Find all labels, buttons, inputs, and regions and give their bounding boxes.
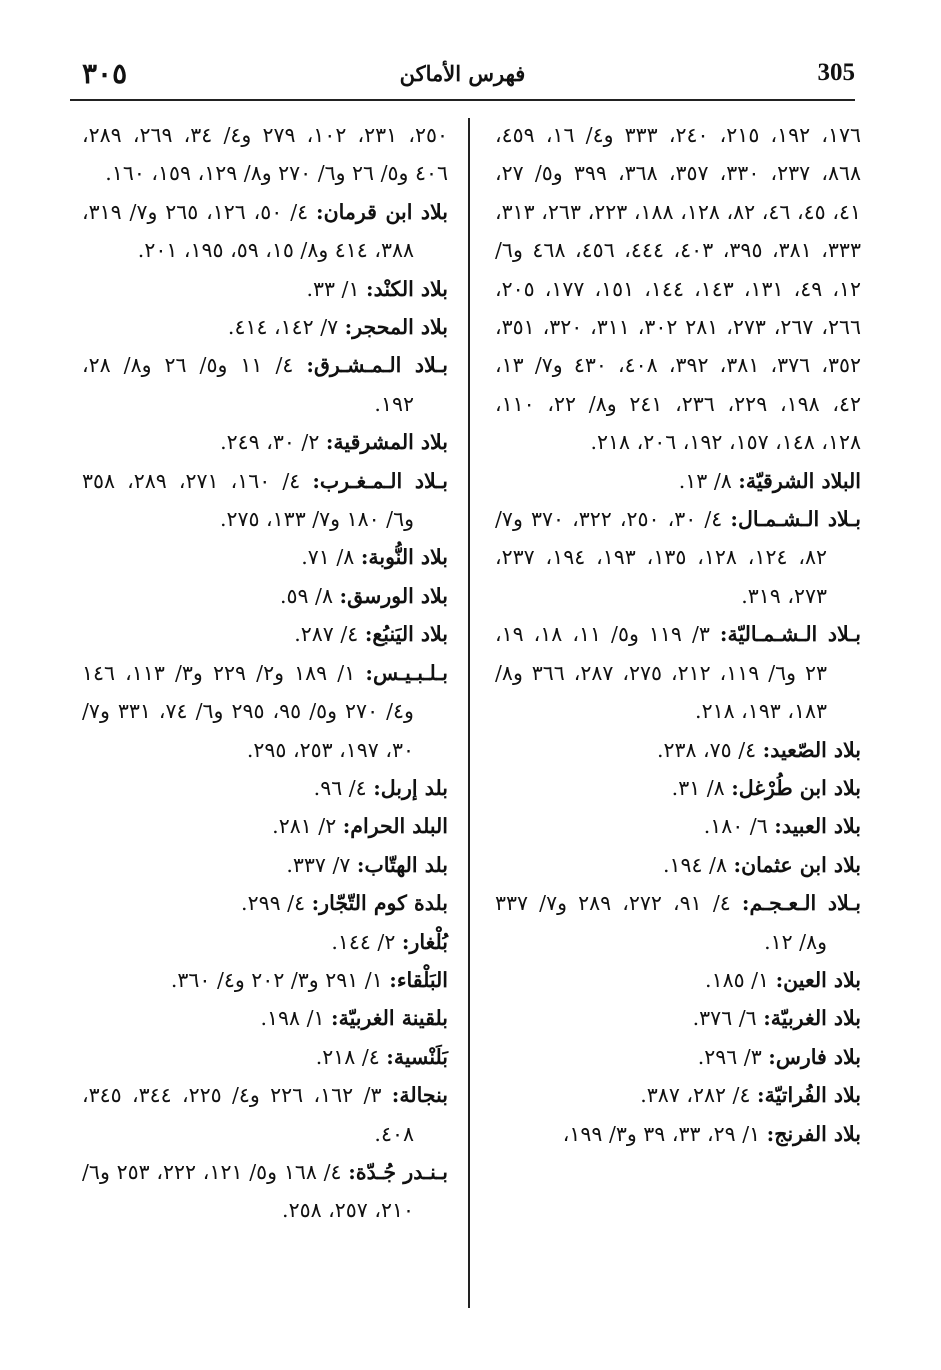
- entry-term: بلاد المشرقية:: [325, 430, 448, 455]
- entry-references: ٢/ ٣٠، ٢٤٩.: [220, 430, 326, 455]
- entry-references: ١/ ١٨٥.: [705, 967, 776, 992]
- entry-term: بلاد اليَنبُع:: [364, 622, 448, 647]
- entry-term: بلاد الصّعيد:: [762, 737, 861, 762]
- entry-term: بلاد المحجر:: [344, 315, 448, 340]
- entry-term: بلد إربل:: [373, 775, 448, 800]
- entry-term: بـنـدر جُـدّة:: [348, 1159, 448, 1184]
- entry-references: ٨/ ٥٩.: [279, 583, 340, 608]
- page-header: [70, 55, 855, 101]
- index-entry: [495, 846, 861, 884]
- index-entry: [82, 193, 448, 270]
- entry-references: ٤/ ١٦٨ و٥/ ١٢١، ٢٢٢، ٢٥٣ و٦/ ٢١٠، ٢٥٧، ٢٥٨.: [82, 1159, 414, 1223]
- index-entry: [495, 462, 861, 500]
- index-entry: [82, 807, 448, 845]
- entry-references: ٤/ ٩٦.: [313, 775, 374, 800]
- entry-references: ٦/ ١٨٠.: [703, 814, 775, 839]
- entry-references: ٣/ ١٦٢، ٢٢٦ و٤/ ٢٢٥، ٣٤٤، ٣٤٥، ٤٠٨.: [82, 1083, 414, 1146]
- index-entry: [82, 769, 448, 807]
- page-title: فهرس الأماكن: [399, 61, 526, 86]
- index-entry: [82, 538, 448, 576]
- page-number-arabic: ٣٠٥: [82, 57, 128, 90]
- index-entry: [82, 1153, 448, 1230]
- entry-term: بنجالة:: [391, 1083, 448, 1108]
- entry-references: ٢/ ٢٨١.: [272, 814, 343, 839]
- entry-term: بـلاد الـمـشـرق:: [306, 353, 448, 378]
- index-entry: [495, 1038, 861, 1076]
- entry-term: بلاد النُّوبة:: [360, 545, 448, 570]
- entry-term: بلاد الكنْد:: [366, 276, 448, 301]
- index-entry: [82, 346, 448, 423]
- index-entry: [495, 999, 861, 1037]
- index-entry: [82, 308, 448, 346]
- index-entry: [495, 116, 861, 462]
- index-entry: [495, 500, 861, 615]
- entry-references: ٦/ ٣٧٦.: [692, 1006, 764, 1031]
- entry-term: بلاد فارس:: [768, 1044, 861, 1069]
- entry-references: ٨/ ٧١.: [301, 545, 361, 570]
- entry-references: ٤/ ٢٨٢، ٣٨٧.: [640, 1083, 758, 1108]
- entry-references: ٤/ ٣٠، ٢٥٠، ٣٢٢، ٣٧٠ و٧/ ٨٢، ١٢٤، ١٢٨، ١٣٥، ١٩٣، ١٩٤، ٢٣٧، ٢٧٣، ٣١٩.: [495, 507, 828, 608]
- entry-references: ٤/ ٢٩٩.: [241, 891, 312, 916]
- index-entry: [495, 731, 861, 769]
- entry-term: بلاد الغربيّة:: [763, 1006, 861, 1031]
- entry-references: ٤/ ٢٨٧.: [294, 622, 365, 647]
- entry-term: بلدة كوم التّجّار:: [311, 891, 448, 916]
- entry-references: ٨/ ١٩٤.: [662, 852, 734, 877]
- entry-references: ١/ ١٩٨.: [260, 1006, 332, 1031]
- entry-references: ١٧٦، ١٩٢، ٢١٥، ٢٤٠، ٣٣٣ و٤/ ١٦، ٤٥٩، ٨٦٨، ٢٣٧، ٣٣٠، ٣٥٧، ٣٦٨، ٣٩٩ و٥/ ٢٧، ٤١، ٤٥، ٤٦، ٨٢، ١٢٨، ١٨٨، ٢٢٣، ٢٦٣، ٣١٣، ٣٣٣، ٣٨١، ٣٩٥، ٤٠٣، ٤٤٤، ٤٥٦، ٤٦٨ و٦/ ١٢، ٤٩، ١٣١، ١٤٣، ١٤٤، ١٥١، ١٧٧، ٢٠٥، ٢٦٦، ٢٦٧، ٢٧٣، ٢٨١ ٣٠٢، ٣١١، ٣٢٠، ٣٥١، ٣٥٢، ٣٧٦، ٣٨١، ٣٩٢، ٤٠٨، ٤٣٠ و٧/ ١٣، ٤٢، ١٩٨، ٢٢٩، ٢٣٦، ٢٤١ و٨/ ٢٢، ١١٠، ١٢٨، ١٤٨، ١٥٧، ١٩٢، ٢٠٦، ٢١٨.: [495, 123, 862, 455]
- entry-references: ٤/ ١١ و٥/ ٢٦ و٨/ ٢٨، ١٩٢.: [82, 353, 414, 416]
- index-entry: [495, 1076, 861, 1114]
- entry-term: بلاد الفرنج:: [766, 1121, 861, 1146]
- index-entry: [82, 423, 448, 461]
- index-entry: [495, 807, 861, 845]
- entry-references: ١/ ٢٩، ٣٣، ٣٩ و٣/ ١٩٩،: [562, 1121, 767, 1146]
- entry-term: بلاد الفُراتيّة:: [757, 1083, 861, 1108]
- index-entry: [495, 769, 861, 807]
- entry-term: بـلـبـيـس:: [365, 660, 448, 685]
- index-entry: [495, 884, 861, 961]
- entry-references: ٤/ ٩١، ٢٧٢، ٢٨٩ و٧/ ٣٣٧ و٨/ ١٢.: [495, 891, 827, 954]
- entry-references: ٢٥٠، ٢٣١، ١٠٢، ٢٧٩ و٤/ ٣٤، ٢٦٩، ٢٨٩، ٤٠٦ و٥/ ٢٦ و٦/ ٢٧٠ و٨/ ١٢٩، ١٥٩، ١٦٠.: [82, 123, 448, 186]
- entry-references: ٤/ ٧٥، ٢٣٨.: [656, 737, 763, 762]
- entry-term: بلقينة الغربيّة:: [331, 1006, 448, 1031]
- entry-references: ١/ ١٨٩ و٢/ ٢٢٩ و٣/ ١١٣، ١٤٦ و٤/ ٢٧٠ و٥/ ٩٥، ٢٩٥ و٦/ ٧٤، ٣٣١ و٧/ ٣٠، ١٩٧، ٢٥٣، ٢٩٥.: [82, 660, 414, 762]
- entry-references: ٤/ ٢١٨.: [315, 1044, 387, 1069]
- index-entry: [82, 577, 448, 615]
- index-entry: [82, 116, 448, 193]
- entry-references: ٤/ ٥٠، ١٢٦، ٢٦٥ و٧/ ٣١٩، ٣٨٨، ٤١٤ و٨/ ١٥، ٥٩، ١٩٥، ٢٠١.: [82, 199, 414, 263]
- index-entry: [495, 615, 861, 730]
- index-entry: [82, 884, 448, 922]
- entry-references: ٧/ ٣٣٧.: [286, 852, 357, 877]
- index-entry: [82, 999, 448, 1037]
- entry-term: بـلاد الـمـغـرب:: [312, 468, 448, 493]
- entry-term: بلاد ابن عثمان:: [733, 852, 861, 877]
- entry-term: البلد الحرام:: [342, 814, 448, 839]
- entry-term: بـلاد الـعـجـم:: [741, 891, 861, 916]
- column-divider: [468, 118, 470, 1308]
- index-entry: [82, 462, 448, 539]
- index-entry: [495, 1115, 861, 1153]
- index-entry: [82, 961, 448, 999]
- index-entry: [82, 1076, 448, 1153]
- entry-term: بَلَنْسية:: [386, 1044, 448, 1069]
- entry-references: ٨/ ٣١.: [671, 775, 732, 800]
- entry-references: ١/ ٣٣.: [306, 276, 367, 301]
- index-entry: [495, 961, 861, 999]
- page-number: 305: [817, 59, 855, 86]
- index-entry: [82, 846, 448, 884]
- index-entry: [82, 270, 448, 308]
- entry-references: ٣/ ١١٩ و٥/ ١١، ١٨، ١٩، ٢٣ و٦/ ١١٩، ٢١٢، ٢٧٥، ٢٨٧، ٣٦٦ و٨/ ١٨٣، ١٩٣، ٢١٨.: [495, 622, 827, 724]
- entry-references: ٤/ ١٦٠، ٢٧١، ٢٨٩، ٣٥٨ و٦/ ١٨٠ و٧/ ١٣٣، ٢٧٥.: [82, 468, 414, 532]
- entry-term: بـلاد الـشـمـاليّة:: [719, 622, 861, 647]
- entry-references: ٨/ ١٣.: [678, 468, 739, 493]
- entry-term: البَلْقاء:: [389, 967, 448, 992]
- entry-references: ١/ ٢٩١ و٣/ ٢٠٢ و٤/ ٣٦٠.: [170, 967, 390, 992]
- entry-references: ٧/ ١٤٢، ٤١٤.: [227, 315, 345, 340]
- index-entry: [82, 923, 448, 961]
- index-entry: [82, 1038, 448, 1076]
- entry-term: بلاد العين:: [775, 967, 861, 992]
- entry-references: ٣/ ٢٩٦.: [697, 1044, 769, 1069]
- entry-term: بلاد ابن طُرْغل:: [731, 775, 861, 800]
- index-column-right: [495, 116, 861, 1153]
- entry-references: ٢/ ١٤٤.: [331, 929, 402, 954]
- entry-term: بُلْغار:: [401, 929, 448, 954]
- entry-term: بلاد العبيد:: [774, 814, 861, 839]
- entry-term: بـلاد الـشـمـال:: [730, 507, 861, 532]
- entry-term: بلد الهتّاب:: [356, 852, 448, 877]
- index-entry: [82, 654, 448, 769]
- index-entry: [82, 615, 448, 653]
- index-column-left: [82, 116, 448, 1230]
- entry-term: البلاد الشرقيّة:: [738, 468, 861, 493]
- entry-term: بلاد الورسق:: [339, 583, 448, 608]
- entry-term: بلاد ابن قرمان:: [316, 199, 448, 224]
